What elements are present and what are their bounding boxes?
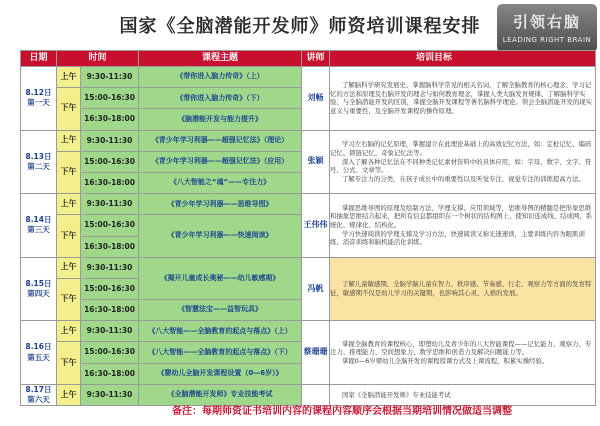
- date-label: 8.15日: [25, 278, 52, 288]
- time-cell: 9:30-11:30: [81, 321, 139, 342]
- period-cell: 下午: [57, 151, 81, 193]
- teacher-cell: 刘畅: [302, 67, 330, 131]
- period-cell: 下午: [57, 278, 81, 320]
- goal-cell: [330, 257, 596, 321]
- header-date: 日期: [21, 51, 57, 67]
- period-cell: 上午: [57, 257, 81, 278]
- course-cell: 《脑潜能开发与能力提升》: [139, 109, 302, 130]
- date-cell: [21, 130, 57, 194]
- schedule-table: [20, 50, 596, 406]
- goal-cell: [330, 194, 596, 258]
- teacher-cell: 蔡珊珊: [302, 321, 330, 385]
- period-cell: 上午: [57, 384, 81, 405]
- header-teacher: 讲师: [302, 51, 330, 67]
- goal-text: 国家《全脑潜能开发师》专业技能考试: [342, 390, 451, 399]
- time-cell: 9:30-11:30: [81, 130, 139, 151]
- date-cell: [21, 384, 57, 405]
- teacher-cell: 张颖: [302, 130, 330, 194]
- date-label: 8.13日: [25, 151, 52, 161]
- time-cell: 9:30-11:30: [81, 194, 139, 215]
- time-cell: 16:30-18:00: [81, 236, 139, 257]
- course-cell: 《八大智能之“魂”——专注力》: [139, 172, 302, 193]
- time-cell: 16:30-18:00: [81, 172, 139, 193]
- time-cell: 16:30-18:00: [81, 363, 139, 384]
- goal-cell: [330, 67, 596, 131]
- time-cell: 15:00-16:30: [81, 88, 139, 109]
- header-course: 课程主题: [139, 51, 302, 67]
- goal-text: 学习快速阅读的学理支撑及学习方法，快速阅读又称光速速读，主要训练内容为眼肌训练、消音训练和脑机能活化训练。: [330, 229, 585, 247]
- period-cell: 上午: [57, 194, 81, 215]
- time-cell: 9:30-11:30: [81, 67, 139, 88]
- goal-text: 掌握全脑教育的课程核心，即塑幼儿及青少年的八大智能课程——记忆能力、观察力、专注力、推理能力、空间想象力、数学思维和创造力及解决问题能力等。: [330, 339, 592, 357]
- table-row: [21, 130, 596, 151]
- day-label: 第一天: [27, 98, 50, 108]
- header-time: 时间: [57, 51, 139, 67]
- date-cell: [21, 67, 57, 131]
- page-title: 国家《全脑潜能开发师》师资培训课程安排: [119, 16, 481, 37]
- course-cell: 《揭开儿童成长奥秘——幼儿敏感期》: [139, 257, 302, 299]
- table-row: [21, 321, 596, 342]
- footnote: 备注：每期师资证书培训内容的课程内容顺序会根据当期培训情况做适当调整: [172, 406, 512, 417]
- period-cell: 上午: [57, 321, 81, 342]
- day-label: 第二天: [27, 161, 50, 171]
- goal-cell: [330, 130, 596, 194]
- period-cell: 下午: [57, 342, 81, 384]
- date-cell: [21, 321, 57, 385]
- logo-subtext: LEADING RIGHT BRAIN: [502, 36, 592, 44]
- table-header-row: [21, 51, 596, 67]
- date-label: 8.16日: [25, 342, 52, 352]
- course-cell: 《青少年学习利器——超强记忆法》（应用）: [139, 151, 302, 172]
- time-cell: 16:30-18:00: [81, 300, 139, 321]
- table-row: [21, 257, 596, 278]
- day-label: 第三天: [27, 225, 50, 235]
- header-goal: 培训目标: [330, 51, 596, 67]
- course-cell: 《八大智能——全脑教育的起点与落点》（下）: [139, 342, 302, 363]
- brand-logo: [497, 4, 597, 52]
- course-cell: 《八大智能——全脑教育的起点与落点》（上）: [139, 321, 302, 342]
- course-cell: 《带你进入脑力传奇》（上）: [139, 67, 302, 88]
- teacher-cell: 冯帆: [302, 257, 330, 321]
- logo-text: 引领右脑: [512, 13, 581, 31]
- goal-text: 掌握0—6岁婴幼儿全脑开发的课程授课方式及上课流程，积累实操经验。: [342, 356, 549, 365]
- time-cell: 16:30-18:00: [81, 109, 139, 130]
- day-label: 第六天: [27, 394, 50, 404]
- course-cell: 《青少年学习利器——快速阅读》: [139, 215, 302, 257]
- date-label: 8.14日: [25, 215, 52, 225]
- date-label: 8.17日: [25, 384, 52, 394]
- course-cell: 《全脑潜能开发师》专业技能考试: [139, 384, 302, 405]
- table-row: [21, 194, 596, 215]
- day-label: 第五天: [27, 352, 50, 362]
- goal-cell: [330, 321, 596, 385]
- goal-text: 学习左右脑的记忆原理，掌握建立在此理论基础上的高效记忆方法，如：定桩记忆、编码记忆、锁链记忆、奇象记忆法等。: [330, 140, 592, 157]
- time-cell: 9:30-11:30: [81, 384, 139, 405]
- goal-text: 了解儿童敏感期、全脑学脑儿童在智力、秩序感、节奏感、行走、观察力等方面的发育特征，敏感期不仅是幼儿学习的关键期，也影响其心灵、人格的发展。: [330, 280, 592, 297]
- time-cell: 15:00-16:30: [81, 278, 139, 299]
- date-cell: [21, 194, 57, 258]
- time-cell: 15:00-16:30: [81, 342, 139, 363]
- table-row: [21, 67, 596, 88]
- goal-text: 深入了解各种记忆法在不同种类记忆素材资料中的具体应用，如：字母、数字、文字、符号、公式、文章等。: [330, 157, 592, 175]
- period-cell: 上午: [57, 67, 81, 88]
- date-cell: [21, 257, 57, 321]
- period-cell: 下午: [57, 215, 81, 257]
- goal-text: 了解专注力的分类，在孩子成长中的重要性以及听觉专注、视觉专注的训练提高方法。: [342, 174, 585, 183]
- course-cell: 《青少年学习利器——思维导图》: [139, 194, 302, 215]
- time-cell: 15:00-16:30: [81, 151, 139, 172]
- time-cell: 9:30-11:30: [81, 257, 139, 278]
- course-cell: 《智慧法宝——益智玩具》: [139, 300, 302, 321]
- goal-text: 了解脑科学研究发展史、掌握脑科学常见的相关名词，了解全脑教育的核心理念、学习记忆的方法和原理及右脑开发的理念与如何教育理念，掌握人类大脑发育规律、了解脑科学实验、与全脑潜能开发的区别，掌握全脑开发课程等著名脑科学理论。领会全脑潜能开发的现实意义与重要性，及全脑开发课程的操作原理。: [330, 81, 593, 115]
- day-label: 第四天: [27, 288, 50, 298]
- time-cell: 15:00-16:30: [81, 215, 139, 236]
- date-label: 8.12日: [25, 88, 52, 98]
- period-cell: 下午: [57, 88, 81, 130]
- goal-text: 掌握思维导图的原理及绘制方法、学理支撑、应用领域等，思维导图的精髓是把形象思维和抽象思维结合起来，把所有信息都组织在一个树状的结构图上，使知识连成线、结成网，系统化、规律化、结构化。: [330, 203, 593, 230]
- course-cell: 《带你进入脑力传奇》（下）: [139, 88, 302, 109]
- teacher-cell: 王伟伟: [302, 194, 330, 258]
- period-cell: 上午: [57, 130, 81, 151]
- course-cell: 《婴幼儿全脑开发课程设置（0—6岁）》: [139, 363, 302, 384]
- course-cell: 《青少年学习利器——超强记忆法》（理论）: [139, 130, 302, 151]
